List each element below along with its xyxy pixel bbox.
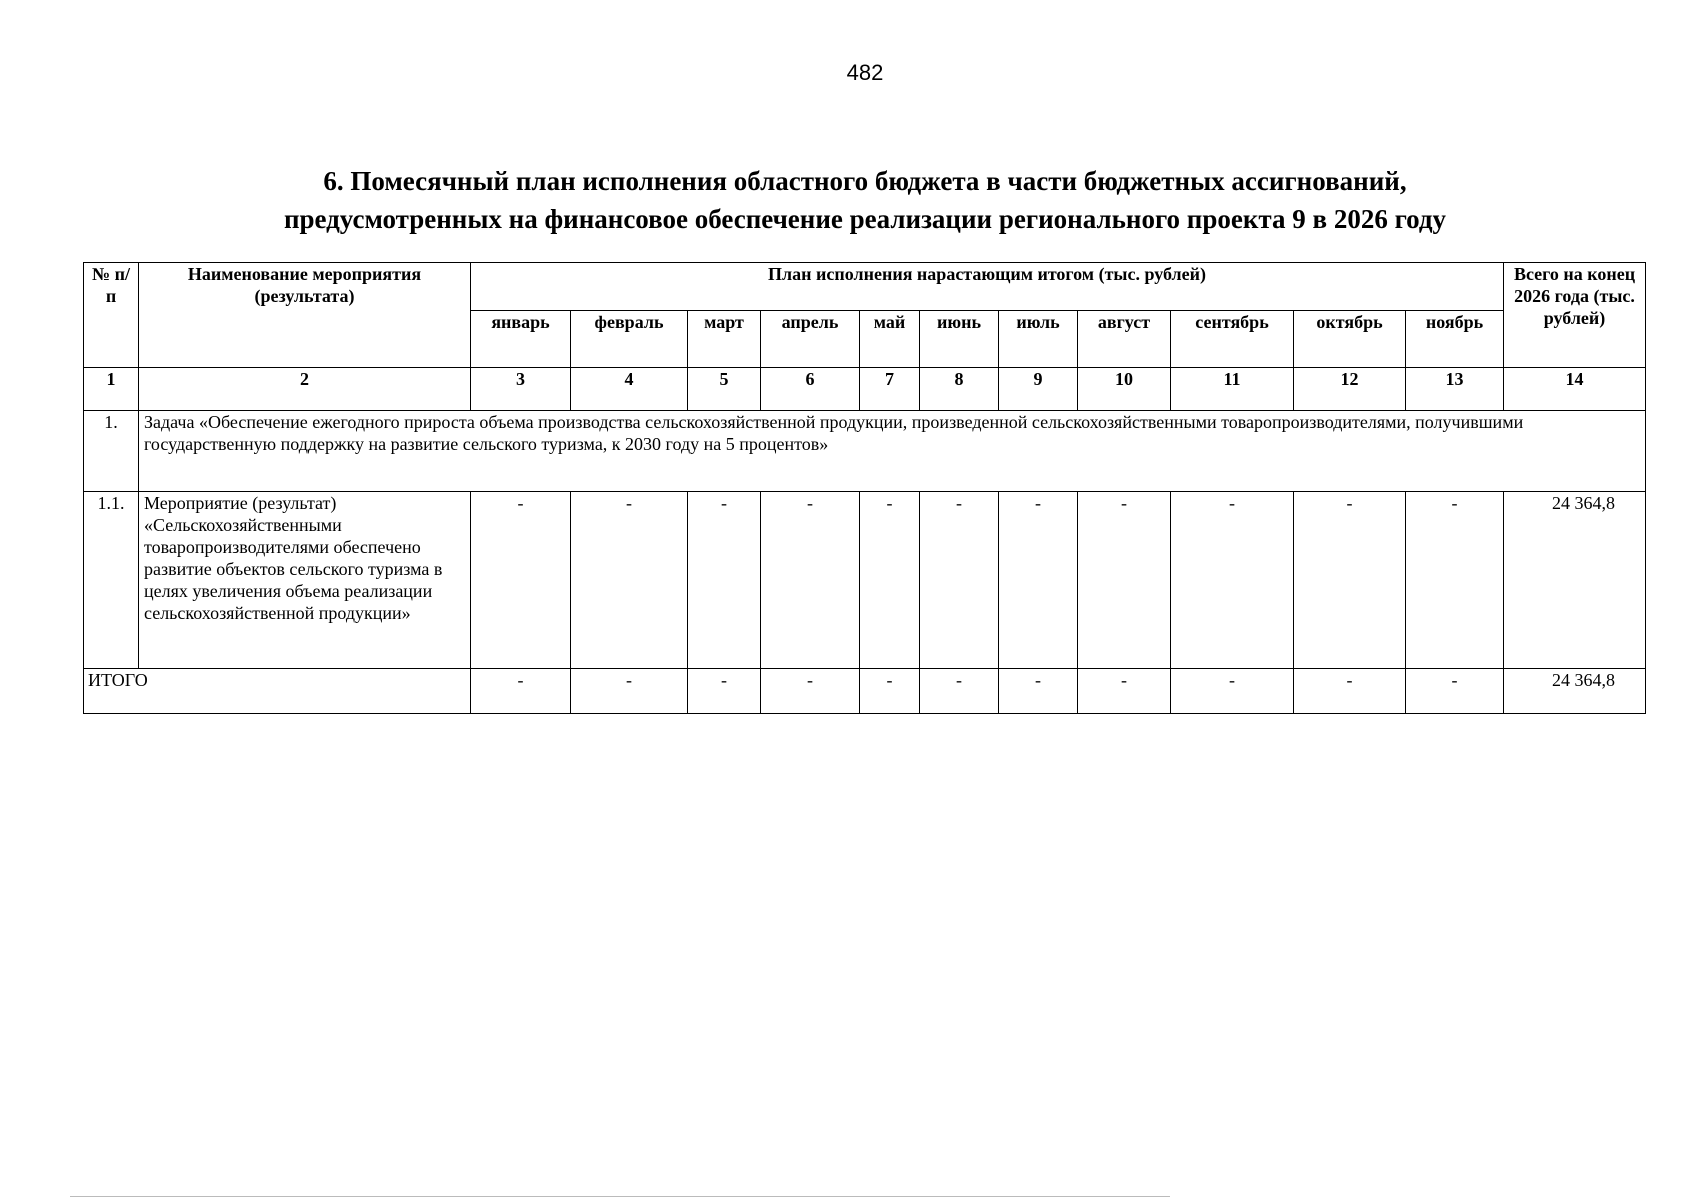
column-number: 10 <box>1078 368 1171 411</box>
task-row <box>84 411 1646 492</box>
grand-total-label: ИТОГО <box>84 669 471 714</box>
month-header: апрель <box>761 310 860 367</box>
item-month-value: - <box>471 492 571 669</box>
item-row <box>84 492 1646 669</box>
item-month-value: - <box>1406 492 1504 669</box>
item-number: 1.1. <box>84 492 139 669</box>
header-num: № п/п <box>84 263 139 368</box>
column-number: 2 <box>139 368 471 411</box>
grand-total-month-value: - <box>1078 669 1171 714</box>
column-number: 1 <box>84 368 139 411</box>
month-header: июль <box>999 310 1078 367</box>
month-header: сентябрь <box>1171 310 1294 367</box>
task-text: Задача «Обеспечение ежегодного прироста объема производства сельскохозяйственной продукции, произведенной сельскохозяйственными товаропроизводителями, получившими государственную поддержку на развитие сельского туризма, к 2030 году на 5 процентов» <box>139 411 1646 492</box>
grand-total-row <box>84 669 1646 714</box>
item-month-value: - <box>688 492 761 669</box>
month-header: май <box>860 310 920 367</box>
item-month-value: - <box>571 492 688 669</box>
grand-total-month-value: - <box>999 669 1078 714</box>
column-number: 5 <box>688 368 761 411</box>
month-header: июнь <box>920 310 999 367</box>
item-name: Мероприятие (результат) «Сельскохозяйственными товаропроизводителями обеспечено развитие объектов сельского туризма в целях увеличения объема реализации сельскохозяйственной продукции» <box>139 492 471 669</box>
column-number-row <box>84 368 1646 411</box>
column-number: 12 <box>1294 368 1406 411</box>
column-number: 8 <box>920 368 999 411</box>
grand-total-month-value: - <box>571 669 688 714</box>
grand-total-month-value: - <box>1406 669 1504 714</box>
column-number: 13 <box>1406 368 1504 411</box>
document-title <box>0 162 1708 238</box>
item-month-value: - <box>1078 492 1171 669</box>
column-number: 7 <box>860 368 920 411</box>
column-number: 9 <box>999 368 1078 411</box>
grand-total-month-value: - <box>688 669 761 714</box>
header-name: Наименование мероприятия (результата) <box>139 263 471 368</box>
column-number: 3 <box>471 368 571 411</box>
item-month-value: - <box>920 492 999 669</box>
header-total: Всего на конец 2026 года (тыс. рублей) <box>1504 263 1646 368</box>
column-number: 6 <box>761 368 860 411</box>
scan-edge-line <box>70 1196 1170 1197</box>
task-number: 1. <box>84 411 139 492</box>
grand-total-month-value: - <box>471 669 571 714</box>
item-month-value: - <box>860 492 920 669</box>
month-header: ноябрь <box>1406 310 1504 367</box>
item-total: 24 364,8 <box>1504 492 1646 669</box>
column-number: 11 <box>1171 368 1294 411</box>
grand-total-sum: 24 364,8 <box>1504 669 1646 714</box>
item-month-value: - <box>1171 492 1294 669</box>
column-number: 14 <box>1504 368 1646 411</box>
grand-total-month-value: - <box>920 669 999 714</box>
title-line-1: 6. Помесячный план исполнения областного бюджета в части бюджетных ассигнований, <box>323 166 1407 196</box>
month-header: август <box>1078 310 1171 367</box>
column-number: 4 <box>571 368 688 411</box>
item-month-value: - <box>761 492 860 669</box>
item-month-value: - <box>1294 492 1406 669</box>
month-header: январь <box>471 310 571 367</box>
grand-total-month-value: - <box>1294 669 1406 714</box>
budget-plan-table <box>83 262 1646 714</box>
title-line-2: предусмотренных на финансовое обеспечение реализации регионального проекта 9 в 2026 году <box>283 204 1447 234</box>
month-header: февраль <box>571 310 688 367</box>
item-month-value: - <box>999 492 1078 669</box>
header-row <box>84 263 1646 311</box>
header-plan: План исполнения нарастающим итогом (тыс. рублей) <box>471 263 1504 311</box>
grand-total-month-value: - <box>860 669 920 714</box>
page-number: 482 <box>846 60 884 85</box>
grand-total-month-value: - <box>1171 669 1294 714</box>
month-header: октябрь <box>1294 310 1406 367</box>
month-header: март <box>688 310 761 367</box>
grand-total-month-value: - <box>761 669 860 714</box>
